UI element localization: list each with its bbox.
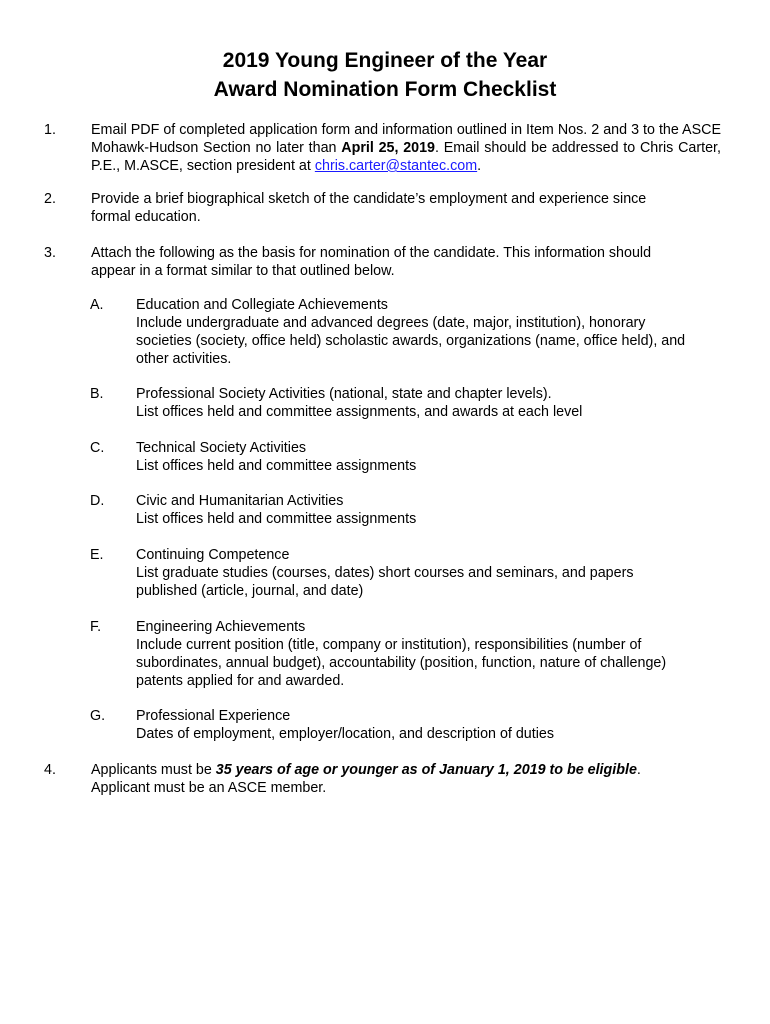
subitem-line: other activities. (136, 351, 232, 367)
subitem-heading: Professional Society Activities (national, state and chapter levels). (136, 386, 552, 402)
item-text-part: Email PDF of completed application form and information outlined in Item Nos. 2 and 3 to the ASCE Mohawk-Hudson Section no later than (91, 122, 721, 156)
item-text-line: formal education. (91, 209, 201, 225)
subitem-letter: B. (90, 386, 104, 402)
subitem-body (136, 385, 736, 421)
subitem-letter: C. (90, 440, 105, 456)
subitem-line: published (article, journal, and date) (136, 583, 364, 599)
item-text-part: Applicants must be (91, 762, 216, 778)
contact-email-link[interactable]: chris.carter@stantec.com (314, 158, 478, 174)
subitem-line: societies (society, office held) scholastic awards, organizations (name, office held), and (136, 333, 686, 349)
subitem-letter: F. (90, 619, 102, 635)
subitem-body (136, 618, 736, 690)
subitem-line: Dates of employment, employer/location, and description of duties (136, 726, 555, 742)
subitem-line: Include current position (title, company or institution), responsibilities (number of (136, 637, 642, 653)
item-text-part: . (636, 762, 641, 778)
subitem-letter: D. (90, 493, 105, 509)
item-text-line: Attach the following as the basis for nomination of the candidate. This information should (91, 245, 652, 261)
subitem-body (136, 546, 736, 600)
subitem-body (136, 707, 736, 743)
subitem-line: patents applied for and awarded. (136, 673, 345, 689)
subitem-heading: Professional Experience (136, 708, 291, 724)
subitem-line: Include undergraduate and advanced degrees (date, major, institution), honorary (136, 315, 646, 331)
item-text-line: Provide a brief biographical sketch of the candidate’s employment and experience since (91, 191, 647, 207)
subitem-line: List offices held and committee assignments, and awards at each level (136, 404, 583, 420)
subitem-heading: Civic and Humanitarian Activities (136, 493, 344, 509)
item-text (91, 761, 721, 797)
subitem-body (136, 439, 736, 475)
subitem-line: subordinates, annual budget), accountability (position, function, nature of challenge) (136, 655, 667, 671)
item-number: 2. (44, 191, 56, 207)
title-line-1: 2019 Young Engineer of the Year (222, 49, 548, 72)
subitem-heading: Education and Collegiate Achievements (136, 297, 388, 313)
title-line-2: Award Nomination Form Checklist (213, 78, 557, 101)
item-text-part: . Email should be addressed to Chris Carter, P.E., M.ASCE, section president at (91, 140, 721, 174)
subitem-letter: E. (90, 547, 104, 563)
subitem-heading: Continuing Competence (136, 547, 290, 563)
subitem-line: List offices held and committee assignments (136, 511, 417, 527)
item-number: 1. (44, 122, 56, 138)
item-text-line (91, 761, 721, 779)
subitem-line: List graduate studies (courses, dates) short courses and seminars, and papers (136, 565, 634, 581)
page-title (0, 46, 770, 104)
subitem-body (136, 492, 736, 528)
subitem-body (136, 296, 736, 368)
subitem-letter: A. (90, 297, 104, 313)
item-text (91, 190, 721, 226)
eligibility-emphasis: 35 years of age or younger as of January 1, 2019 to be eligible (215, 762, 637, 778)
item-number: 4. (44, 762, 56, 778)
item-text (91, 244, 721, 280)
item-text-line: Applicant must be an ASCE member. (91, 780, 327, 796)
subitem-line: List offices held and committee assignments (136, 458, 417, 474)
item-text-part: . (477, 158, 482, 174)
deadline-date: April 25, 2019 (341, 140, 436, 156)
subitem-letter: G. (90, 708, 106, 724)
subitem-heading: Engineering Achievements (136, 619, 306, 635)
item-text-line: appear in a format similar to that outlined below. (91, 263, 395, 279)
item-number: 3. (44, 245, 56, 261)
subitem-heading: Technical Society Activities (136, 440, 307, 456)
item-text (91, 121, 721, 175)
